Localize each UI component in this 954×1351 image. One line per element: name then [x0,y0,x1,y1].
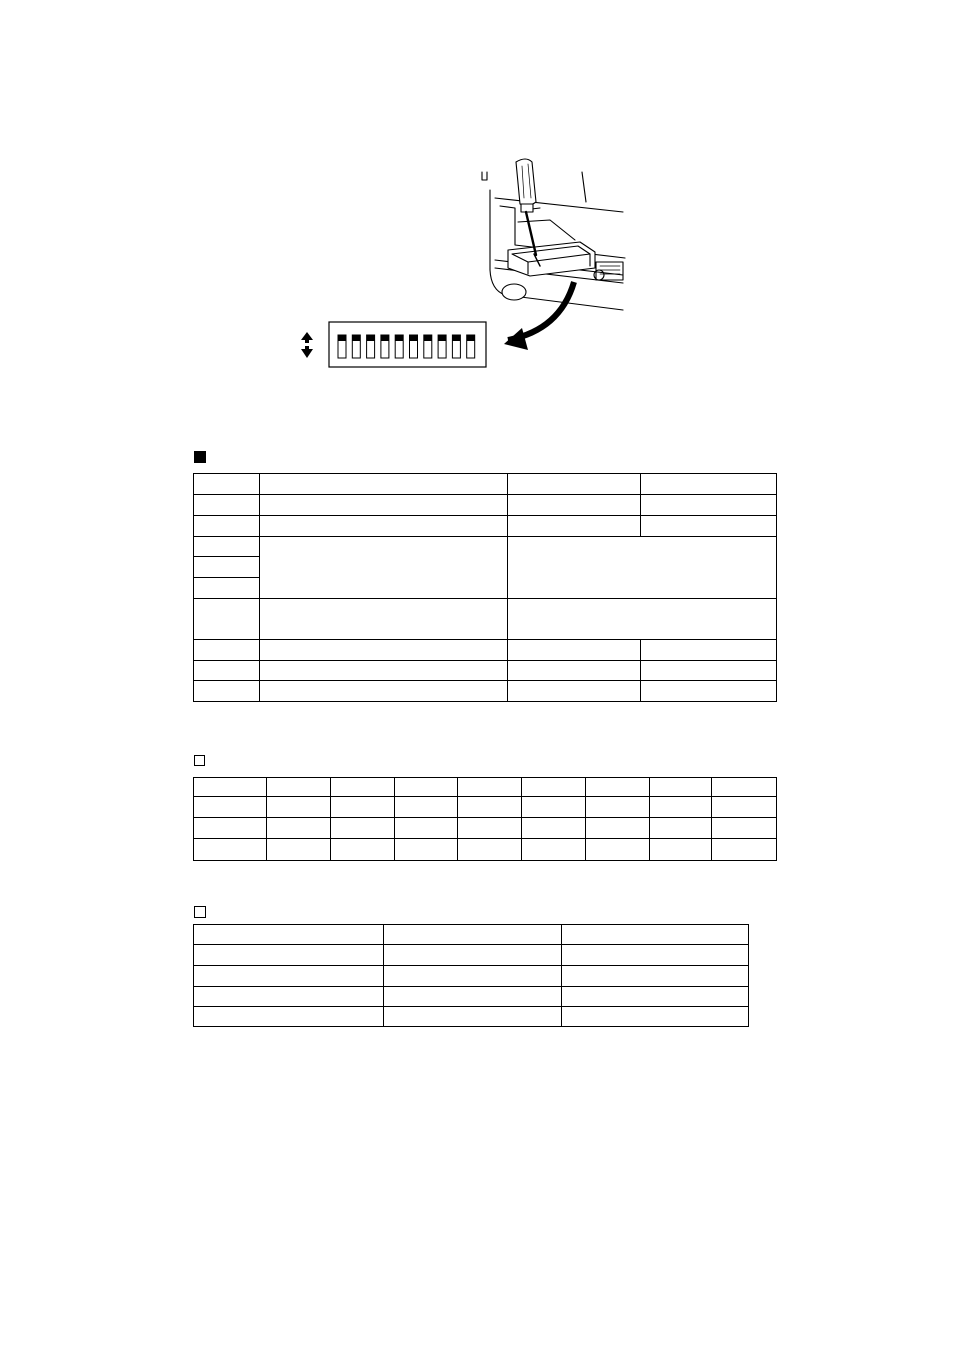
connector-block [596,262,623,280]
dip-switch-knob [438,335,446,341]
table-row [194,516,777,537]
printer-top-edge [495,198,623,212]
table-row [194,966,749,987]
table-row [194,1007,749,1027]
dip-switch-knob [410,335,418,341]
dip-switch-bank [329,322,486,367]
table-row [194,818,777,839]
switch-position-table [193,777,777,861]
table-row [194,839,777,861]
dip-switch-knob [467,335,475,341]
table-row [194,797,777,818]
empty-square-icon [194,906,206,918]
dip-switch-knob [452,335,460,341]
table-row [194,537,777,557]
printer-body-outline [482,172,487,180]
filled-square-icon [194,451,206,463]
dip-switch-knob [367,335,375,341]
table-row [194,987,749,1007]
table-row [194,925,749,945]
empty-square-icon [194,755,205,766]
table-row [194,599,777,640]
table-row [194,945,749,966]
table-row [194,640,777,661]
dip-switch-knob [338,335,346,341]
dip-switch-knob [352,335,360,341]
dip-switch-illustration [290,150,630,375]
printer-foot [502,284,526,300]
arrow-head-icon [504,328,528,350]
table-row [194,661,777,681]
screwdriver-handle [516,159,536,206]
table-row [194,495,777,516]
screwdriver-ferrule [521,204,533,212]
dip-switch-knob [424,335,432,341]
settings-table [193,473,777,702]
table-row [194,681,777,702]
dip-switch-knob [395,335,403,341]
dip-switch-knob [381,335,389,341]
table-row [194,474,777,495]
up-down-arrows-icon [301,332,313,358]
option-table [193,924,749,1027]
table-row [194,778,777,797]
